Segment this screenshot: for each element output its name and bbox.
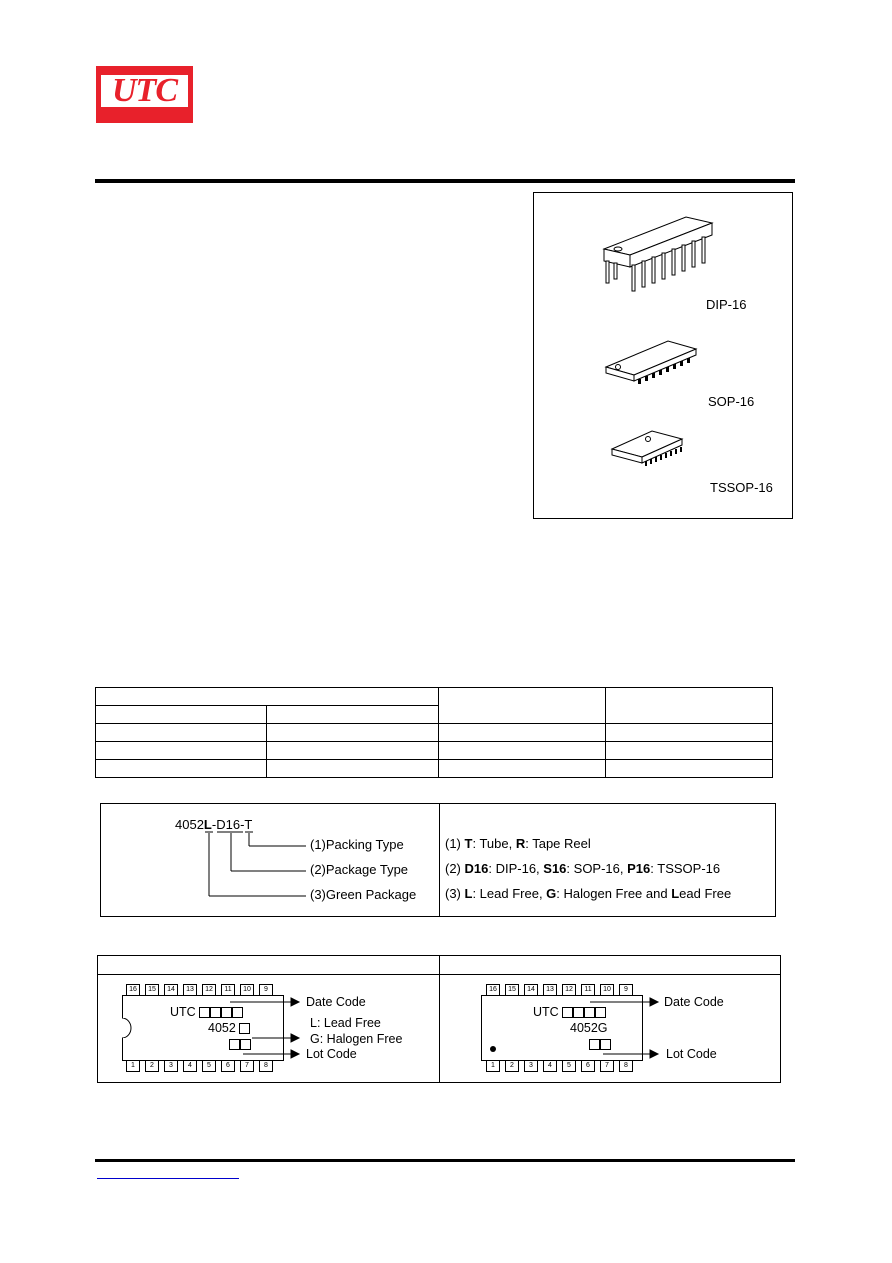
left-lot-code: Lot Code <box>306 1047 357 1061</box>
table-header-cell <box>96 688 439 706</box>
footer-rule <box>95 1159 795 1162</box>
left-part: 4052 <box>208 1021 250 1035</box>
table-header-cell <box>439 688 606 724</box>
packing-type-label: (1)Packing Type <box>310 837 404 852</box>
note-package: (2) D16: DIP-16, S16: SOP-16, P16: TSSOP-16 <box>445 861 721 876</box>
sop16-label: SOP-16 <box>708 394 755 409</box>
part-number-box <box>100 803 776 917</box>
right-part: 4052G <box>570 1021 608 1035</box>
header-rule <box>95 179 795 183</box>
table-header-cell <box>606 688 773 724</box>
logo-text: UTC <box>112 72 177 109</box>
right-arrows <box>98 956 780 1082</box>
package-type-label: (2)Package Type <box>310 862 409 877</box>
package-images-box <box>533 192 793 519</box>
tssop16-label: TSSOP-16 <box>710 480 773 495</box>
part-number-code: 4052L-D16-T <box>175 817 253 832</box>
sop16-package-icon <box>602 333 702 393</box>
left-lead-free: L: Lead Free <box>310 1016 381 1030</box>
right-lot-code: Lot Code <box>666 1047 717 1061</box>
table-subheader-cell <box>96 706 267 724</box>
right-date-code: Date Code <box>664 995 724 1009</box>
right-brand: UTC <box>533 1005 606 1019</box>
table-row <box>96 760 773 778</box>
left-date-code: Date Code <box>306 995 366 1009</box>
marking-box: 16 15 14 13 12 11 10 9 1 2 3 4 5 6 7 8 UTC 4052 Date Code L: Lead Free G: Halogen Free Lot Code 16 15 14 13 12 11 10 9 1 2 3 4 5 6 7 8 UTC 4052G Date Code Lot Code <box>97 955 781 1083</box>
note-packing: (1) T: Tube, R: Tape Reel <box>445 836 591 851</box>
dip16-label: DIP-16 <box>706 297 747 312</box>
left-brand: UTC <box>170 1005 243 1019</box>
ordering-info-table <box>95 687 773 778</box>
table-subheader-cell <box>266 706 439 724</box>
green-package-label: (3)Green Package <box>310 887 417 902</box>
dip16-package-icon <box>598 209 718 301</box>
table-row <box>96 742 773 760</box>
footer-link-underline[interactable] <box>97 1178 239 1179</box>
table-row <box>96 724 773 742</box>
tssop16-package-icon <box>608 427 692 475</box>
utc-logo <box>96 66 193 123</box>
note-green: (3) L: Lead Free, G: Halogen Free and Lead Free <box>445 886 732 901</box>
left-halogen-free: G: Halogen Free <box>310 1032 403 1046</box>
